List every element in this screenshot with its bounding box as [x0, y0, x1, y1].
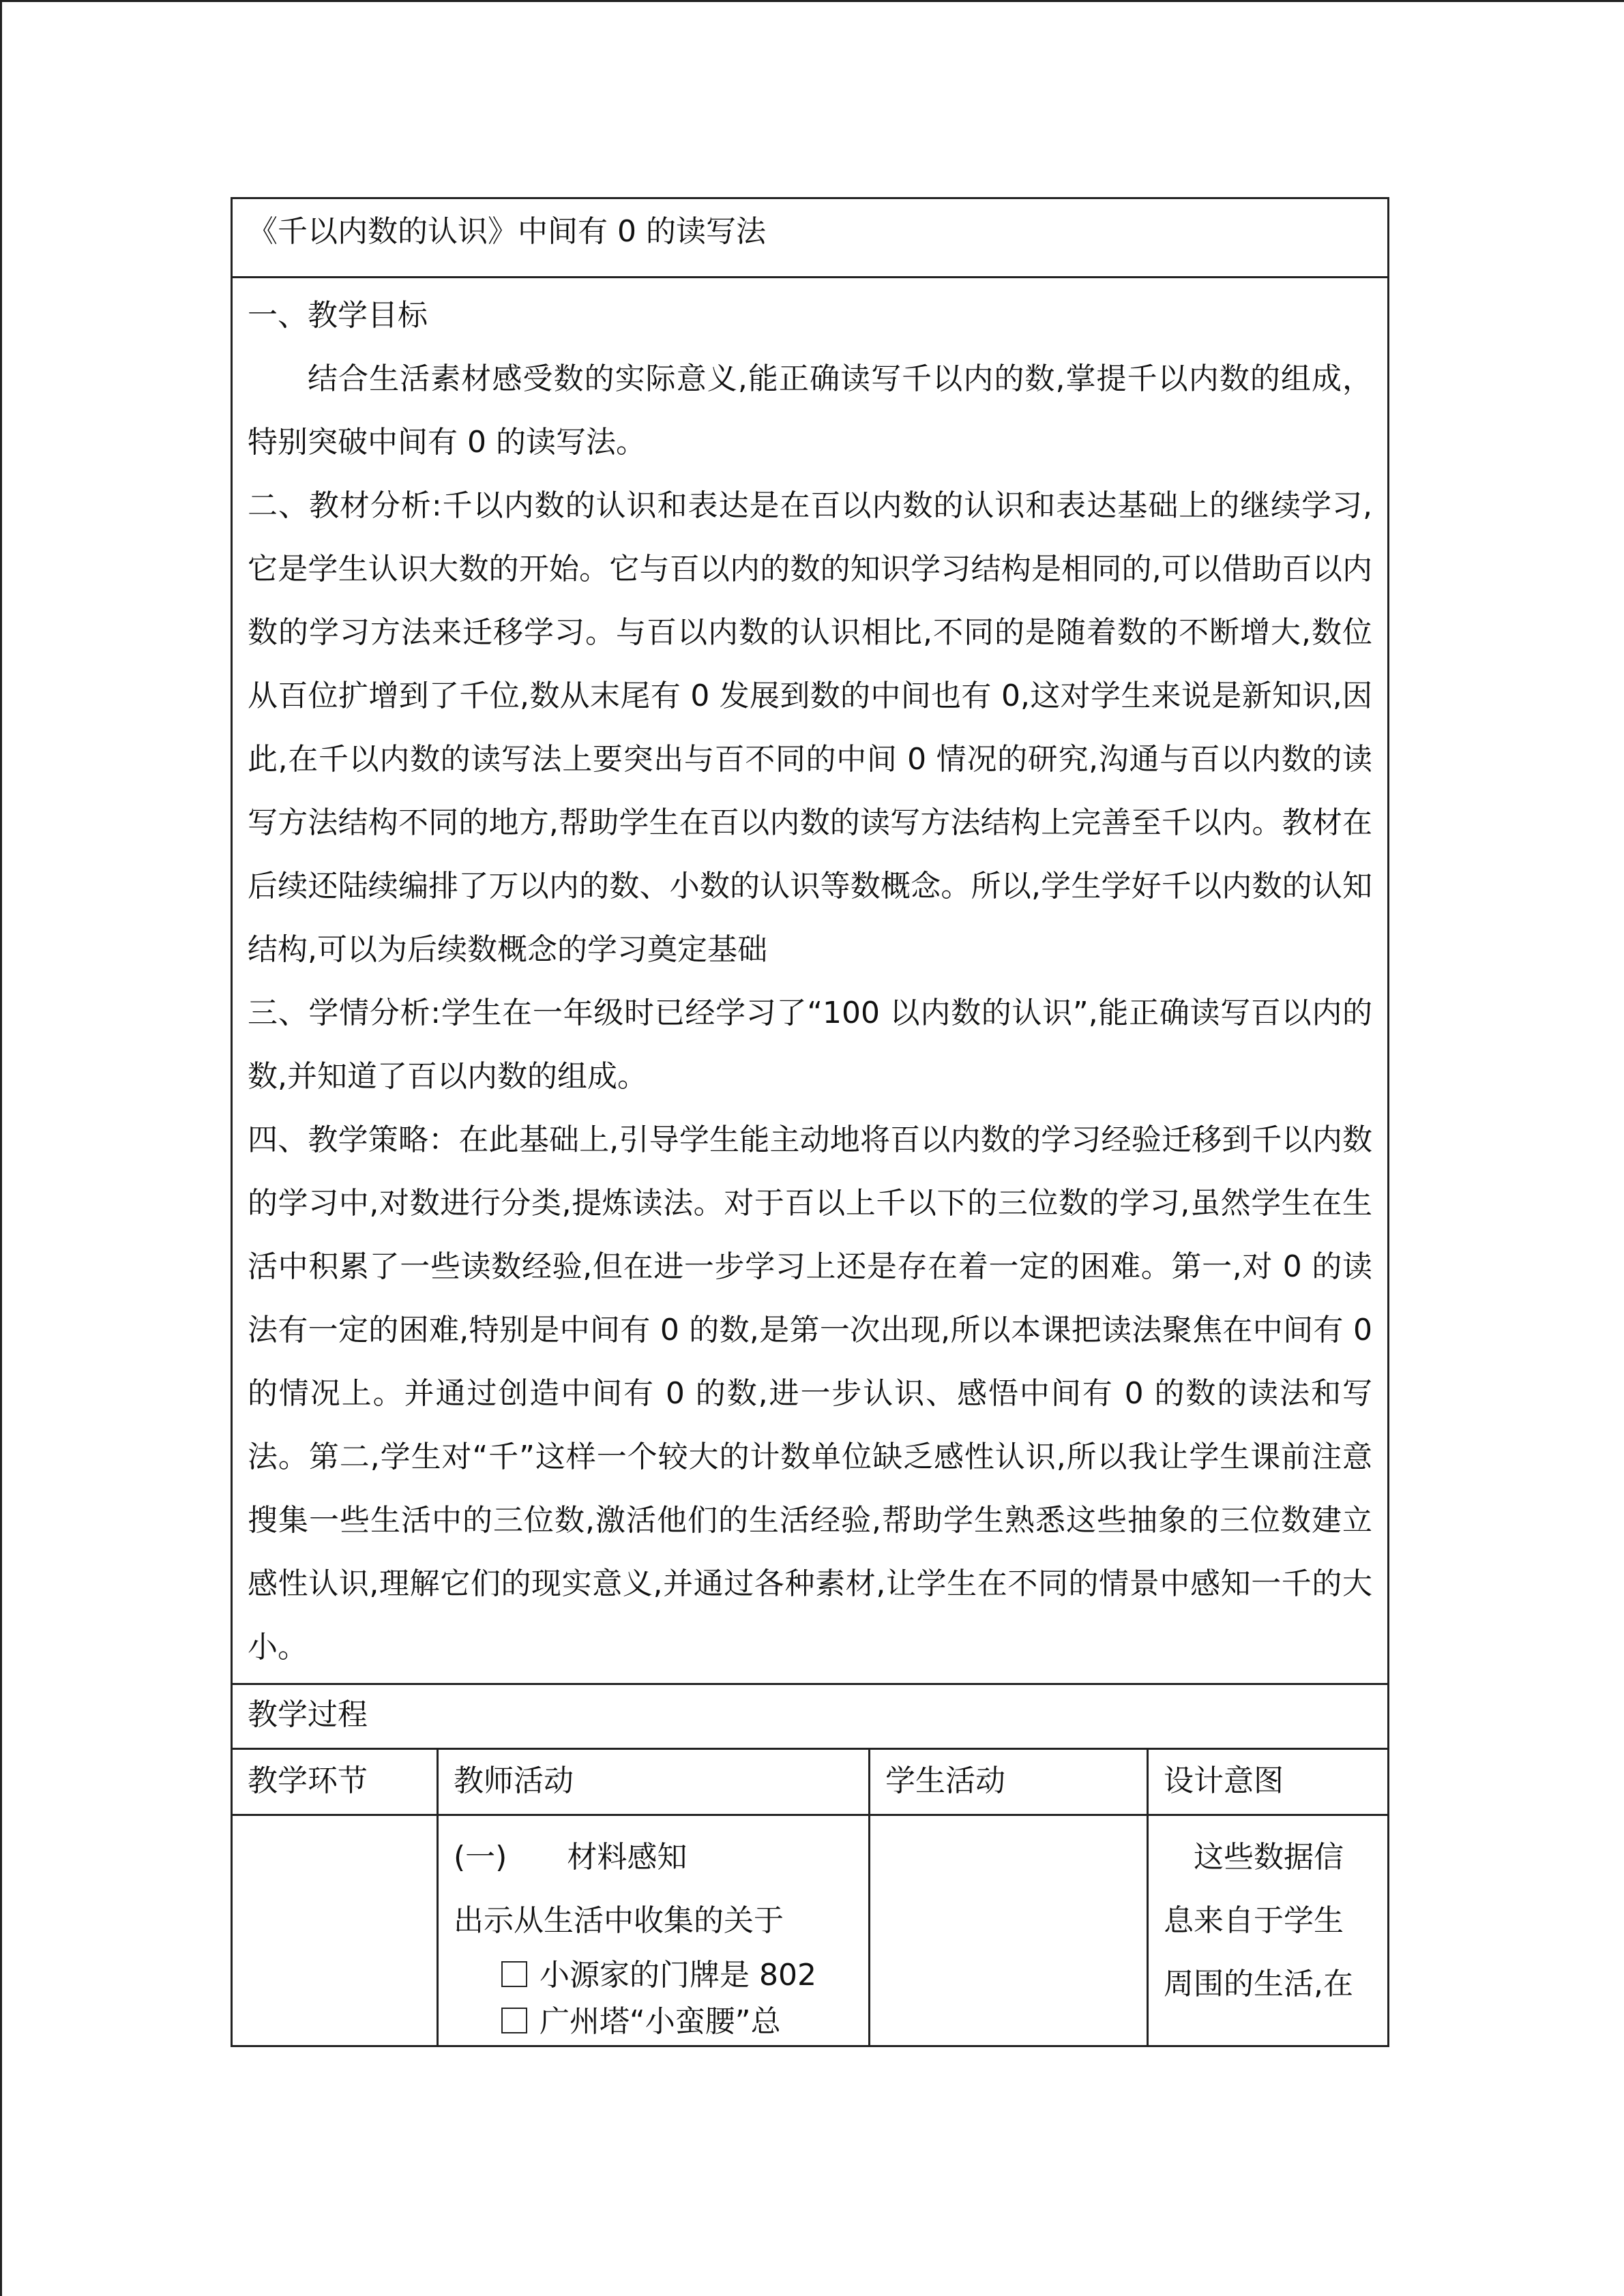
strategy-text: 四、教学策略：在此基础上,引导学生能主动地将百以内数的学习经验迁移到千以内数的学习中,对数进行分类,提炼读法。对于百以上千以下的三位数的学习,虽然学生在生活中积累了一些读数经验,但在进一步学习上还是存在着一定的困难。第一,对 0 的读法有一定的困难,特别是中间有 0 的数,是第一次出现,所以本课把读法聚焦在中间有 0 的情况上。并通过创造中间有 0 的数,进一步认识、感悟中间有 0 的数的读法和写法。第二,学生对“千”这样一个较大的计数单位缺乏感性认识,所以我让学生课前注意搜集一些生活中的三位数,激活他们的生活经验,帮助学生熟悉这些抽象的三位数建立感性认识,理解它们的现实意义,并通过各种素材,让学生在不同的情景中感知一千的大小。 [248, 1122, 1373, 1665]
lesson-plan-document [231, 197, 1387, 2047]
lesson-overview [232, 278, 1389, 1684]
table-row [232, 1815, 1389, 2046]
page-edge-top [0, 0, 1624, 2]
teacher-activity-heading: (一) 材料感知 [454, 1840, 688, 1875]
page-edge-left [0, 0, 2, 2296]
column-header-teacher: 教师活动 [438, 1749, 870, 1815]
lesson-plan-table [231, 197, 1389, 2047]
analysis-text: 二、教材分析:千以内数的认识和表达是在百以内数的认识和表达基础上的继续学习,它是学生认识大数的开始。它与百以内的数的知识学习结构是相同的,可以借助百以内数的学习方法来迁移学习。与百以内数的认识相比,不同的是随着数的不断增大,数位从百位扩增到了千位,数从末尾有 0 发展到数的中间也有 0,这对学生来说是新知识,因此,在千以内数的读写法上要突出与百不同的中间 0 情况的研究,沟通与百以内数的读写方法结构不同的地方,帮助学生在百以内数的读写方法结构上完善至千以内。教材在后续还陆续编排了万以内的数、小数的认识等数概念。所以,学生学好千以内数的认知结构,可以为后续数概念的学习奠定基础 [248, 488, 1373, 967]
column-header-student: 学生活动 [870, 1749, 1148, 1815]
list-item: 小源家的门牌是 802 [454, 1952, 853, 1999]
design-intent-line: 息来自于学生 [1164, 1903, 1344, 1938]
document-title: 《千以内数的认识》中间有 0 的读写法 [232, 198, 1389, 278]
design-intent-line: 这些数据信 [1194, 1840, 1344, 1875]
checkbox-icon [501, 2008, 527, 2033]
teacher-activity-text: 出示从生活中收集的关于 [454, 1903, 784, 1938]
design-intent-line: 周围的生活,在 [1164, 1967, 1353, 2001]
column-header-design: 设计意图 [1148, 1749, 1389, 1815]
objectives-text: 结合生活素材感受数的实际意义,能正确读写千以内的数,掌提千以内数的组成，特别突破中间有 0 的读写法。 [248, 361, 1373, 460]
stage-cell [232, 1815, 438, 2046]
teacher-activity-cell [438, 1815, 870, 2046]
design-intent-cell [1148, 1815, 1389, 2046]
objectives-heading: 一、教学目标 [248, 298, 428, 333]
student-activity-cell [870, 1815, 1148, 2046]
checkbox-icon [501, 1961, 527, 1987]
process-heading: 教学过程 [232, 1684, 1389, 1749]
list-item: 广州塔“小蛮腰”总 [454, 1999, 853, 2045]
learner-text: 三、学情分析:学生在一年级时已经学习了“100 以内数的认识”,能正确读写百以内的数,并知道了百以内数的组成。 [248, 996, 1373, 1094]
column-header-stage: 教学环节 [232, 1749, 438, 1815]
